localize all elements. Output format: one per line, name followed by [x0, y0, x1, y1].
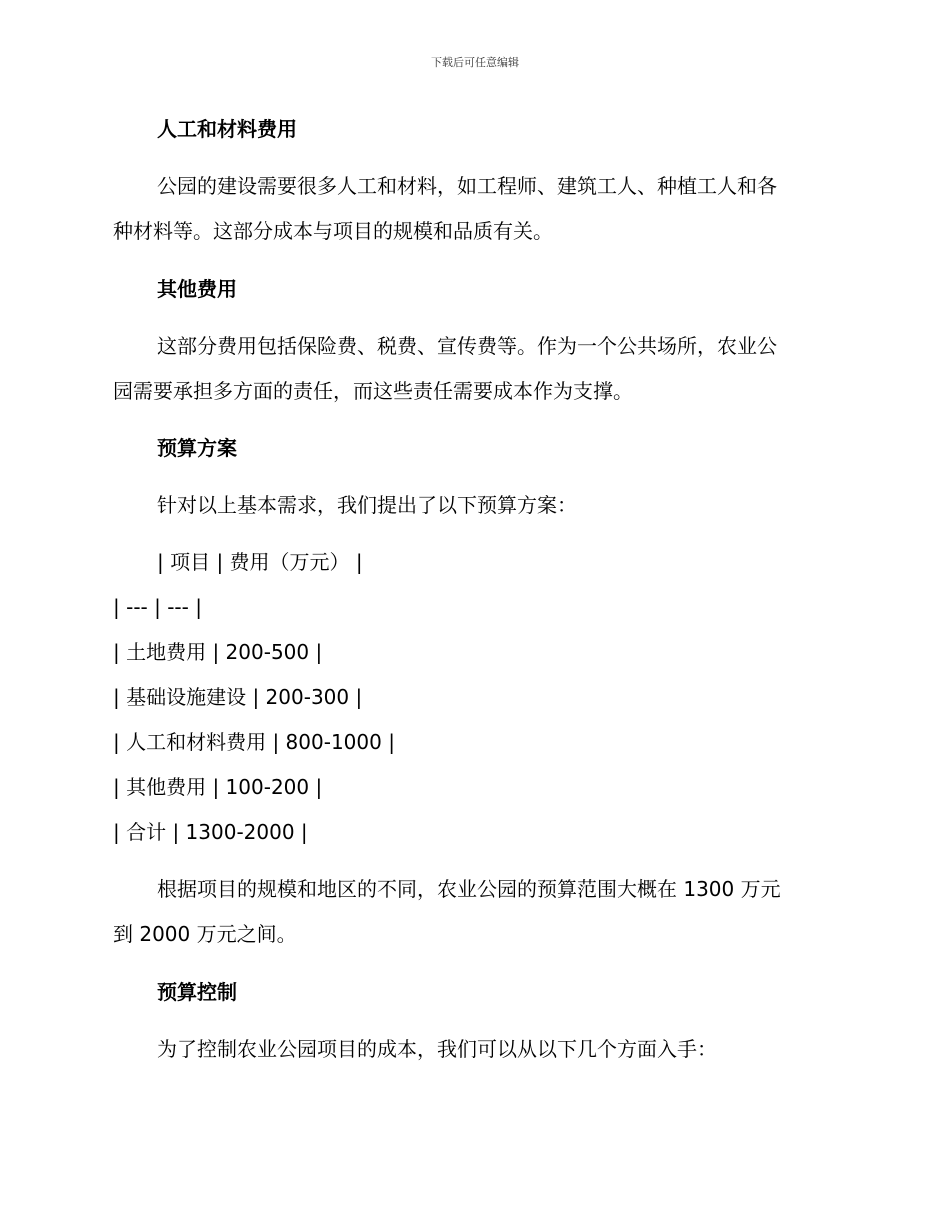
paragraph-line: 为了控制农业公园项目的成本，我们可以从以下几个方面入手： — [157, 1037, 717, 1061]
table-line: | 合计 | 1300-2000 | — [113, 820, 308, 844]
paragraph-line: 这部分费用包括保险费、税费、宣传费等。作为一个公共场所，农业公 — [157, 334, 777, 358]
section-heading-labor: 人工和材料费用 — [157, 117, 297, 141]
table-line: | 其他费用 | 100-200 | — [113, 775, 323, 799]
section-heading-other: 其他费用 — [157, 277, 237, 301]
paragraph-line: 公园的建设需要很多人工和材料，如工程师、建筑工人、种植工人和各 — [157, 174, 777, 198]
paragraph-line: 针对以上基本需求，我们提出了以下预算方案： — [157, 493, 577, 517]
section-heading-budget: 预算方案 — [157, 436, 237, 460]
page-header: 下载后可任意编辑 — [431, 56, 519, 69]
paragraph-line: 园需要承担多方面的责任，而这些责任需要成本作为支撑。 — [113, 379, 633, 403]
section-heading-control: 预算控制 — [157, 980, 237, 1004]
table-line: | 项目 | 费用（万元） | — [157, 550, 363, 574]
table-line: | 人工和材料费用 | 800-1000 | — [113, 730, 395, 754]
paragraph-line: 种材料等。这部分成本与项目的规模和品质有关。 — [113, 219, 553, 243]
paragraph-line: 到 2000 万元之间。 — [113, 922, 297, 946]
paragraph-line: 根据项目的规模和地区的不同，农业公园的预算范围大概在 1300 万元 — [157, 877, 781, 901]
table-line: | 土地费用 | 200-500 | — [113, 640, 323, 664]
table-line: | --- | --- | — [113, 595, 202, 619]
table-line: | 基础设施建设 | 200-300 | — [113, 685, 363, 709]
